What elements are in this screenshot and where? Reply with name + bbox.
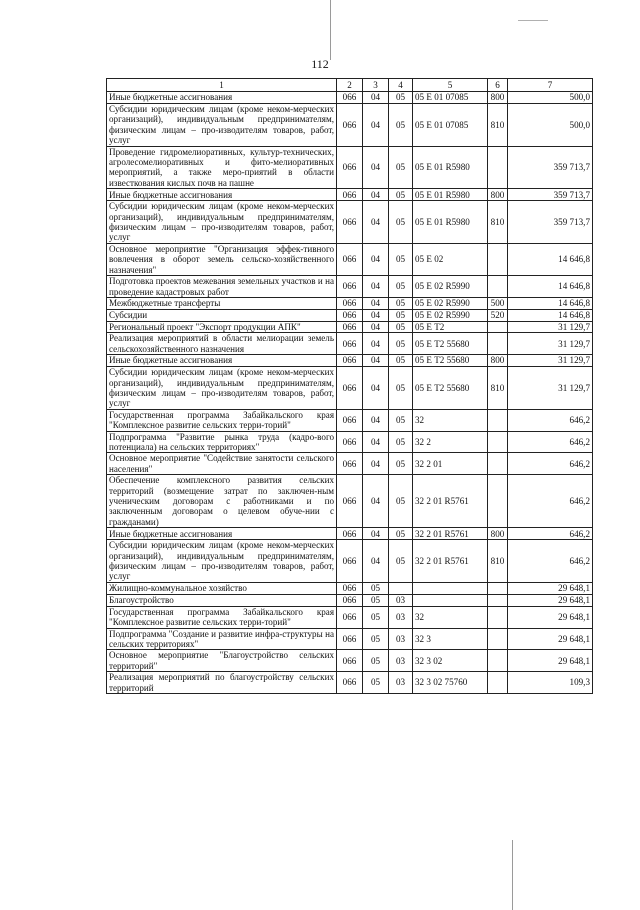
subsection-code-cell: 05 bbox=[389, 475, 413, 528]
table-row bbox=[107, 355, 593, 367]
expense-type-cell: 800 bbox=[488, 189, 508, 201]
section-code-cell: 04 bbox=[363, 540, 389, 583]
subsection-code-cell: 05 bbox=[389, 104, 413, 147]
subsection-code-cell bbox=[389, 582, 413, 594]
subsection-code-cell: 05 bbox=[389, 201, 413, 244]
ministry-code-cell: 066 bbox=[337, 243, 363, 275]
section-code-cell: 04 bbox=[363, 201, 389, 244]
section-code-cell: 04 bbox=[363, 355, 389, 367]
section-code-cell: 04 bbox=[363, 475, 389, 528]
subsection-code-cell: 05 bbox=[389, 189, 413, 201]
expense-type-cell bbox=[488, 582, 508, 594]
amount-cell: 31 129,7 bbox=[508, 333, 593, 355]
subsection-code-cell: 05 bbox=[389, 92, 413, 104]
subsection-code-cell: 05 bbox=[389, 355, 413, 367]
table-header-row bbox=[107, 79, 593, 92]
section-code-cell: 05 bbox=[363, 650, 389, 672]
section-code-cell: 05 bbox=[363, 582, 389, 594]
table-row bbox=[107, 650, 593, 672]
section-code-cell: 04 bbox=[363, 309, 389, 321]
amount-cell: 500,0 bbox=[508, 92, 593, 104]
section-code-cell: 04 bbox=[363, 243, 389, 275]
ministry-code-cell: 066 bbox=[337, 189, 363, 201]
table-row bbox=[107, 321, 593, 332]
section-code-cell: 04 bbox=[363, 297, 389, 309]
amount-cell: 29 648,1 bbox=[508, 582, 593, 594]
target-article-cell: 05 Е 01 R5980 bbox=[413, 201, 488, 244]
row-name-cell: Подпрограмма "Развитие рынка труда (кадро-вого потенциала) на сельских территориях" bbox=[107, 431, 337, 453]
table-row bbox=[107, 104, 593, 147]
section-code-cell: 04 bbox=[363, 321, 389, 332]
ministry-code-cell: 066 bbox=[337, 453, 363, 475]
amount-cell: 646,2 bbox=[508, 409, 593, 431]
target-article-cell: 32 3 02 75760 bbox=[413, 672, 488, 694]
table-row bbox=[107, 297, 593, 309]
expense-type-cell bbox=[488, 431, 508, 453]
ministry-code-cell: 066 bbox=[337, 276, 363, 298]
expense-type-cell bbox=[488, 453, 508, 475]
amount-cell: 500,0 bbox=[508, 104, 593, 147]
target-article-cell: 05 Е 01 R5980 bbox=[413, 189, 488, 201]
row-name-cell: Иные бюджетные ассигнования bbox=[107, 528, 337, 540]
subsection-code-cell: 03 bbox=[389, 672, 413, 694]
expense-type-cell: 800 bbox=[488, 355, 508, 367]
amount-cell: 29 648,1 bbox=[508, 594, 593, 606]
target-article-cell: 32 bbox=[413, 606, 488, 628]
target-article-cell: 05 Е 01 07085 bbox=[413, 104, 488, 147]
expense-type-cell: 800 bbox=[488, 528, 508, 540]
target-article-cell: 05 Е 02 bbox=[413, 243, 488, 275]
subsection-code-cell: 05 bbox=[389, 146, 413, 189]
subsection-code-cell: 05 bbox=[389, 431, 413, 453]
expense-type-cell bbox=[488, 243, 508, 275]
ministry-code-cell: 066 bbox=[337, 628, 363, 650]
section-code-cell: 04 bbox=[363, 409, 389, 431]
section-code-cell: 04 bbox=[363, 104, 389, 147]
table-row bbox=[107, 528, 593, 540]
row-name-cell: Субсидии юридическим лицам (кроме неком-мерческих организаций), индивидуальным предпринимателям, физическим лицам – про-изводителям товаров, работ, услуг bbox=[107, 367, 337, 410]
subsection-code-cell: 03 bbox=[389, 594, 413, 606]
row-name-cell: Основное мероприятие "Благоустройство сельских территорий" bbox=[107, 650, 337, 672]
target-article-cell: 32 2 01 bbox=[413, 453, 488, 475]
expense-type-cell bbox=[488, 321, 508, 332]
ministry-code-cell: 066 bbox=[337, 540, 363, 583]
section-code-cell: 05 bbox=[363, 672, 389, 694]
ministry-code-cell: 066 bbox=[337, 146, 363, 189]
amount-cell: 646,2 bbox=[508, 540, 593, 583]
table-row bbox=[107, 309, 593, 321]
table-row bbox=[107, 475, 593, 528]
table-row bbox=[107, 92, 593, 104]
ministry-code-cell: 066 bbox=[337, 367, 363, 410]
section-code-cell: 04 bbox=[363, 333, 389, 355]
column-header: 3 bbox=[363, 79, 389, 92]
ministry-code-cell: 066 bbox=[337, 104, 363, 147]
expense-type-cell bbox=[488, 276, 508, 298]
amount-cell: 31 129,7 bbox=[508, 367, 593, 410]
ministry-code-cell: 066 bbox=[337, 431, 363, 453]
amount-cell: 31 129,7 bbox=[508, 321, 593, 332]
target-article-cell: 05 Е Т2 55680 bbox=[413, 367, 488, 410]
expense-type-cell bbox=[488, 333, 508, 355]
table-row bbox=[107, 606, 593, 628]
ministry-code-cell: 066 bbox=[337, 606, 363, 628]
ministry-code-cell: 066 bbox=[337, 594, 363, 606]
expense-type-cell bbox=[488, 594, 508, 606]
ministry-code-cell: 066 bbox=[337, 321, 363, 332]
scan-edge-line bbox=[518, 20, 548, 21]
subsection-code-cell: 03 bbox=[389, 628, 413, 650]
subsection-code-cell: 05 bbox=[389, 333, 413, 355]
row-name-cell: Основное мероприятие "Содействие занятости сельского населения" bbox=[107, 453, 337, 475]
ministry-code-cell: 066 bbox=[337, 475, 363, 528]
section-code-cell: 04 bbox=[363, 453, 389, 475]
row-name-cell: Межбюджетные трансферты bbox=[107, 297, 337, 309]
target-article-cell: 05 Е Т2 55680 bbox=[413, 355, 488, 367]
expense-type-cell: 810 bbox=[488, 540, 508, 583]
table-row bbox=[107, 431, 593, 453]
amount-cell: 29 648,1 bbox=[508, 628, 593, 650]
expense-type-cell bbox=[488, 475, 508, 528]
row-name-cell: Иные бюджетные ассигнования bbox=[107, 355, 337, 367]
target-article-cell: 05 Е 02 R5990 bbox=[413, 276, 488, 298]
ministry-code-cell: 066 bbox=[337, 582, 363, 594]
row-name-cell: Государственная программа Забайкальского края "Комплексное развитие сельских терри-торий" bbox=[107, 409, 337, 431]
row-name-cell: Субсидии юридическим лицам (кроме неком-мерческих организаций), индивидуальным предпринимателям, физическим лицам – про-изводителям товаров, работ, услуг bbox=[107, 201, 337, 244]
page-number: 112 bbox=[311, 57, 329, 71]
column-header: 1 bbox=[107, 79, 337, 92]
section-code-cell: 04 bbox=[363, 276, 389, 298]
amount-cell: 646,2 bbox=[508, 453, 593, 475]
amount-cell: 29 648,1 bbox=[508, 650, 593, 672]
ministry-code-cell: 066 bbox=[337, 409, 363, 431]
expense-type-cell: 500 bbox=[488, 297, 508, 309]
expense-type-cell bbox=[488, 672, 508, 694]
column-header: 6 bbox=[488, 79, 508, 92]
table-row bbox=[107, 146, 593, 189]
row-name-cell: Подготовка проектов межевания земельных участков и на проведение кадастровых работ bbox=[107, 276, 337, 298]
row-name-cell: Жилищно-коммунальное хозяйство bbox=[107, 582, 337, 594]
table-row bbox=[107, 672, 593, 694]
section-code-cell: 04 bbox=[363, 92, 389, 104]
subsection-code-cell: 05 bbox=[389, 540, 413, 583]
table-row bbox=[107, 333, 593, 355]
column-header: 5 bbox=[413, 79, 488, 92]
subsection-code-cell: 05 bbox=[389, 297, 413, 309]
target-article-cell: 05 Е 01 R5980 bbox=[413, 146, 488, 189]
table-row bbox=[107, 594, 593, 606]
section-code-cell: 05 bbox=[363, 628, 389, 650]
expense-type-cell: 800 bbox=[488, 92, 508, 104]
row-name-cell: Иные бюджетные ассигнования bbox=[107, 92, 337, 104]
row-name-cell: Подпрограмма "Создание и развитие инфра-структуры на сельских территориях" bbox=[107, 628, 337, 650]
row-name-cell: Субсидии юридическим лицам (кроме неком-мерческих организаций), индивидуальным предпринимателям, физическим лицам – про-изводителям товаров, работ, услуг bbox=[107, 540, 337, 583]
column-header: 7 bbox=[508, 79, 593, 92]
amount-cell: 29 648,1 bbox=[508, 606, 593, 628]
section-code-cell: 05 bbox=[363, 606, 389, 628]
table-row bbox=[107, 409, 593, 431]
row-name-cell: Обеспечение комплексного развития сельских территорий (возмещение затрат по заключен-ным ученическим договорам с работниками и по заключенным договорам о целевом обуче-нии с гражданами) bbox=[107, 475, 337, 528]
subsection-code-cell: 05 bbox=[389, 367, 413, 410]
column-header: 4 bbox=[389, 79, 413, 92]
amount-cell: 359 713,7 bbox=[508, 189, 593, 201]
section-code-cell: 05 bbox=[363, 594, 389, 606]
ministry-code-cell: 066 bbox=[337, 333, 363, 355]
amount-cell: 646,2 bbox=[508, 475, 593, 528]
expense-type-cell bbox=[488, 628, 508, 650]
target-article-cell: 32 2 01 R5761 bbox=[413, 540, 488, 583]
row-name-cell: Региональный проект "Экспорт продукции АПК" bbox=[107, 321, 337, 332]
target-article-cell: 32 2 01 R5761 bbox=[413, 475, 488, 528]
amount-cell: 109,3 bbox=[508, 672, 593, 694]
section-code-cell: 04 bbox=[363, 528, 389, 540]
expense-type-cell: 810 bbox=[488, 201, 508, 244]
table-row bbox=[107, 453, 593, 475]
target-article-cell: 05 Е 02 R5990 bbox=[413, 309, 488, 321]
row-name-cell: Субсидии bbox=[107, 309, 337, 321]
row-name-cell: Государственная программа Забайкальского края "Комплексное развитие сельских терри-торий" bbox=[107, 606, 337, 628]
expense-type-cell bbox=[488, 146, 508, 189]
row-name-cell: Реализация мероприятий в области мелиорации земель сельскохозяйственного назначения bbox=[107, 333, 337, 355]
amount-cell: 646,2 bbox=[508, 528, 593, 540]
table-row bbox=[107, 243, 593, 275]
row-name-cell: Иные бюджетные ассигнования bbox=[107, 189, 337, 201]
expense-type-cell bbox=[488, 650, 508, 672]
target-article-cell: 32 3 bbox=[413, 628, 488, 650]
target-article-cell: 32 bbox=[413, 409, 488, 431]
target-article-cell: 32 2 01 R5761 bbox=[413, 528, 488, 540]
target-article-cell bbox=[413, 594, 488, 606]
expense-type-cell bbox=[488, 606, 508, 628]
target-article-cell bbox=[413, 582, 488, 594]
row-name-cell: Благоустройство bbox=[107, 594, 337, 606]
table-row bbox=[107, 201, 593, 244]
target-article-cell: 32 2 bbox=[413, 431, 488, 453]
table-row bbox=[107, 628, 593, 650]
table-row bbox=[107, 189, 593, 201]
row-name-cell: Основное мероприятие "Организация эффек-тивного вовлечения в оборот земель сельско-хозяйственного назначения" bbox=[107, 243, 337, 275]
expense-type-cell bbox=[488, 409, 508, 431]
amount-cell: 14 646,8 bbox=[508, 297, 593, 309]
column-header: 2 bbox=[337, 79, 363, 92]
subsection-code-cell: 03 bbox=[389, 606, 413, 628]
scan-edge-line bbox=[512, 840, 513, 910]
ministry-code-cell: 066 bbox=[337, 528, 363, 540]
ministry-code-cell: 066 bbox=[337, 355, 363, 367]
row-name-cell: Реализация мероприятий по благоустройству сельских территорий bbox=[107, 672, 337, 694]
target-article-cell: 32 3 02 bbox=[413, 650, 488, 672]
subsection-code-cell: 05 bbox=[389, 528, 413, 540]
amount-cell: 14 646,8 bbox=[508, 276, 593, 298]
expense-type-cell: 810 bbox=[488, 367, 508, 410]
subsection-code-cell: 05 bbox=[389, 453, 413, 475]
amount-cell: 359 713,7 bbox=[508, 201, 593, 244]
expense-type-cell: 520 bbox=[488, 309, 508, 321]
amount-cell: 31 129,7 bbox=[508, 355, 593, 367]
subsection-code-cell: 05 bbox=[389, 276, 413, 298]
target-article-cell: 05 Е Т2 bbox=[413, 321, 488, 332]
ministry-code-cell: 066 bbox=[337, 650, 363, 672]
table-row bbox=[107, 276, 593, 298]
subsection-code-cell: 03 bbox=[389, 650, 413, 672]
ministry-code-cell: 066 bbox=[337, 309, 363, 321]
section-code-cell: 04 bbox=[363, 189, 389, 201]
budget-table bbox=[106, 78, 593, 694]
ministry-code-cell: 066 bbox=[337, 201, 363, 244]
section-code-cell: 04 bbox=[363, 431, 389, 453]
amount-cell: 359 713,7 bbox=[508, 146, 593, 189]
table-row bbox=[107, 367, 593, 410]
subsection-code-cell: 05 bbox=[389, 321, 413, 332]
row-name-cell: Субсидии юридическим лицам (кроме неком-мерческих организаций), индивидуальным предпринимателям, физическим лицам – про-изводителям товаров, работ, услуг bbox=[107, 104, 337, 147]
subsection-code-cell: 05 bbox=[389, 409, 413, 431]
ministry-code-cell: 066 bbox=[337, 297, 363, 309]
target-article-cell: 05 Е 01 07085 bbox=[413, 92, 488, 104]
amount-cell: 646,2 bbox=[508, 431, 593, 453]
table-row bbox=[107, 540, 593, 583]
target-article-cell: 05 Е 02 R5990 bbox=[413, 297, 488, 309]
amount-cell: 14 646,8 bbox=[508, 243, 593, 275]
ministry-code-cell: 066 bbox=[337, 672, 363, 694]
subsection-code-cell: 05 bbox=[389, 309, 413, 321]
table-row bbox=[107, 582, 593, 594]
expense-type-cell: 810 bbox=[488, 104, 508, 147]
subsection-code-cell: 05 bbox=[389, 243, 413, 275]
amount-cell: 14 646,8 bbox=[508, 309, 593, 321]
ministry-code-cell: 066 bbox=[337, 92, 363, 104]
target-article-cell: 05 Е Т2 55680 bbox=[413, 333, 488, 355]
row-name-cell: Проведение гидромелиоративных, культур-технических, агролесомелиоративных и фито-мелиоративных мероприятий, а также меро-приятий в области известкования кислых почв на пашне bbox=[107, 146, 337, 189]
table-body bbox=[107, 92, 593, 694]
section-code-cell: 04 bbox=[363, 367, 389, 410]
scan-edge-line bbox=[330, 0, 331, 60]
section-code-cell: 04 bbox=[363, 146, 389, 189]
